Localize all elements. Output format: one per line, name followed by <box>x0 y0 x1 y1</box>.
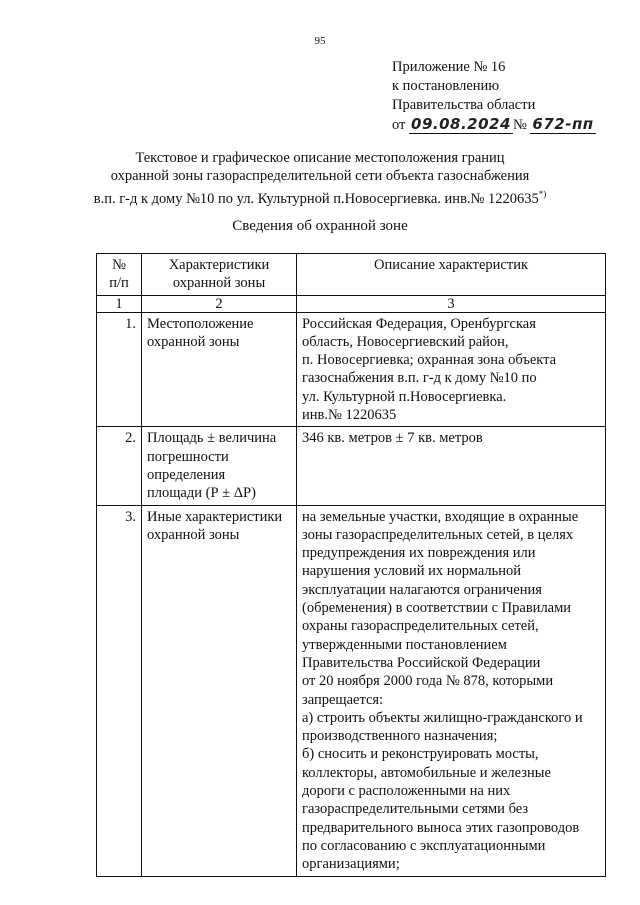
row-characteristic <box>142 312 297 427</box>
row-description <box>297 427 606 505</box>
cell-line: охранной зоны <box>147 526 240 543</box>
column-number-2: 2 <box>142 295 297 312</box>
table-row <box>97 312 606 427</box>
cell-line: Местоположение <box>147 315 254 332</box>
table-row <box>97 505 606 876</box>
table-header-row <box>97 254 606 296</box>
cell-line: Правительства Российской Федерации <box>302 654 541 671</box>
cell-line: производственного назначения; <box>302 728 498 745</box>
column-number-row <box>97 295 606 312</box>
table-row <box>97 427 606 505</box>
cell-line: предупреждения их повреждения или <box>302 545 536 562</box>
row-characteristic <box>142 505 297 876</box>
title-line-2: охранной зоны газораспределительной сети объекта газоснабжения <box>110 168 530 184</box>
document-title <box>0 149 640 208</box>
cell-line: охранной зоны <box>147 333 240 350</box>
row-number: 3. <box>97 505 142 876</box>
title-line-1: Текстовое и графическое описание местоположения границ <box>135 150 505 166</box>
handwritten-number: 672-пп <box>532 115 594 133</box>
cell-line: Иные характеристики <box>147 508 283 525</box>
row-description <box>297 312 606 427</box>
from-label: от <box>392 117 406 133</box>
handwritten-date: 09.08.2024 <box>411 115 511 133</box>
appendix-line-2: к постановлению <box>392 78 500 94</box>
appendix-line-3: Правительства области <box>392 97 536 113</box>
cell-line: Площадь ± величина <box>147 430 277 447</box>
protection-zone-table <box>96 253 606 877</box>
header-number <box>97 254 142 296</box>
column-number-3: 3 <box>297 295 606 312</box>
cell-line: погрешности <box>147 448 229 465</box>
cell-line: а) строить объекты жилищно-гражданского и <box>302 709 583 726</box>
page-number: 95 <box>314 35 326 47</box>
cell-line: по согласованию с эксплуатационными <box>302 837 546 854</box>
cell-line: коллекторы, автомобильные и железные <box>302 764 551 781</box>
cell-line: п. Новосергиевка; охранная зона объекта <box>302 352 557 369</box>
cell-line: организациями; <box>302 856 400 873</box>
cell-line: ул. Культурной п.Новосергиевка. <box>302 388 507 405</box>
header-characteristics <box>142 254 297 296</box>
cell-line: дороги с расположенными на них <box>302 783 511 800</box>
section-title: Сведения об охранной зоне <box>232 218 408 234</box>
cell-line: определения <box>147 466 226 483</box>
appendix-date-line <box>392 115 596 135</box>
cell-line: на земельные участки, входящие в охранные <box>302 508 579 525</box>
row-number: 1. <box>97 312 142 427</box>
header-characteristics-line-1: Характеристики <box>168 257 270 273</box>
number-label: № <box>512 117 527 133</box>
title-line-3-text: в.п. г-д к дому №10 по ул. Культурной п.Новосергиевка. инв.№ 1220635 <box>93 190 539 207</box>
header-characteristics-line-2: охранной зоны <box>172 275 266 292</box>
cell-line: площади (Р ± ΔР) <box>147 485 256 502</box>
header-number-line-1: № <box>112 257 126 273</box>
cell-line: (обременения) в соответствии с Правилами <box>302 600 572 617</box>
cell-line: область, Новосергиевский район, <box>302 333 509 350</box>
cell-line: зоны газораспределительных сетей, в целях <box>302 526 574 543</box>
cell-line: б) сносить и реконструировать мосты, <box>302 746 539 763</box>
header-description: Описание характеристик <box>297 254 606 296</box>
cell-line: газораспределительными сетями без <box>302 801 529 818</box>
cell-line: газоснабжения в.п. г-д к дому №10 по <box>302 370 537 387</box>
column-number-1: 1 <box>97 295 142 312</box>
cell-line: от 20 ноября 2000 года № 878, которыми <box>302 673 554 690</box>
cell-line: Российская Федерация, Оренбургская <box>302 315 536 332</box>
cell-line: инв.№ 1220635 <box>302 407 397 424</box>
appendix-line-1: Приложение № 16 <box>392 59 506 75</box>
cell-line: нарушения условий их нормальной <box>302 563 522 580</box>
cell-line: утвержденными постановлением <box>302 636 507 653</box>
row-number: 2. <box>97 427 142 505</box>
title-line-3 <box>0 185 640 208</box>
row-description <box>297 505 606 876</box>
cell-line: эксплуатации налагаются ограничения <box>302 581 542 598</box>
header-number-line-2: п/п <box>109 275 129 292</box>
cell-line: запрещается: <box>302 691 384 708</box>
footnote-mark: *) <box>538 189 547 199</box>
cell-line: охраны газораспределительных сетей, <box>302 618 539 635</box>
cell-line: 346 кв. метров ± 7 кв. метров <box>302 430 483 447</box>
row-characteristic <box>142 427 297 505</box>
cell-line: предварительного выноса этих газопроводов <box>302 819 580 836</box>
appendix-block <box>392 58 596 135</box>
